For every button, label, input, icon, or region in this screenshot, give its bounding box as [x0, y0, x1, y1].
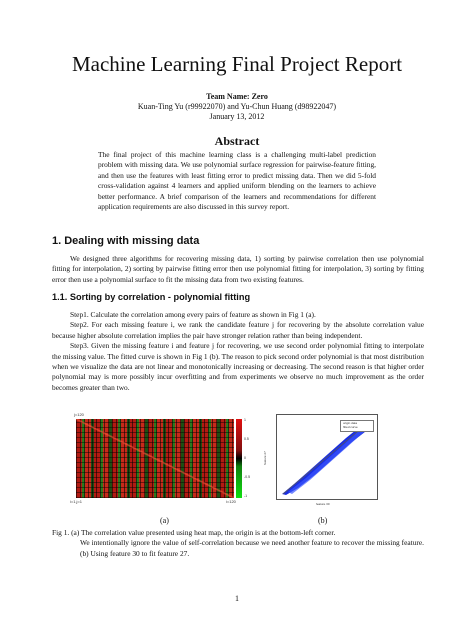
section1-heading: 1. Dealing with missing data — [52, 235, 200, 247]
team-name: Team Name: Zero — [206, 92, 268, 101]
step3-text: Step3. Given the missing feature i and feature j for recovering, we use second order polynomial fitting to interpolate the missing value. The fitted curve is shown in Fig 1 (b). The reason to pick second order polynomial is that most distribution when we visualize the data are not linear and monotonically increasing or decreasing. The second reason is that higher order polynomial may is more possibly incur overfitting and from experiments we observe no much improvement as the order becomes greater than two. — [52, 341, 424, 392]
heatmap-top-label: j=120 — [74, 412, 84, 417]
colorbar-label: 1 — [244, 418, 246, 422]
figure-label-b: (b) — [318, 516, 328, 525]
scatter-ylabel: feature 27 — [262, 451, 267, 465]
section1-paragraph: We designed three algorithms for recovering missing data, 1) sorting by pairwise correlation then use polynomial fitting for interpolation, 2) sorting by pairwise fitting error then use polynomial fitting for interpolation, 3) sorting by fitting error then use a polynomial surface to fit the missing data from two existing features. — [52, 254, 424, 284]
scatter-xlabel: feature 30 — [316, 502, 330, 506]
colorbar-label: -0.5 — [244, 475, 251, 479]
page-number: 1 — [235, 594, 239, 603]
abstract-heading: Abstract — [214, 134, 260, 148]
legend-origin-data: origin data — [343, 421, 358, 425]
step2-text: Step2. For each missing feature i, we rank the candidate feature j for recovering by the absolute correlation value because higher absolute correlation implies the pair have stronger relation rather than being independent. — [52, 320, 424, 340]
colorbar — [236, 419, 242, 498]
figure-label-a: (a) — [160, 516, 169, 525]
subsection-heading: 1.1. Sorting by correlation - polynomial fitting — [52, 292, 251, 302]
step1-text: Step1. Calculate the correlation among every pairs of feature as shown in Fig 1 (a). — [70, 310, 316, 319]
heatmap-origin-label: i=1,j=1 — [70, 499, 83, 504]
abstract-text: The final project of this machine learning class is a challenging multi-label prediction problem with missing data. We use polynomial surface regression for pairwise-feature fitting, and then use the features with least fitting error to predict missing data. Then we did 5-fold cross-validation against 4 learners and applied uniform blending on the learners to achieve better performance. A brief comparison of the learners and recommendations for different application requirements are also discussed in this survey report. — [98, 150, 376, 212]
section1-body — [52, 254, 424, 285]
fitted-curve — [283, 422, 369, 494]
caption-line1: Fig 1. (a) The correlation value presented using heat map, the origin is at the bottom-left corner. — [52, 528, 336, 537]
authors: Kuan-Ting Yu (r99922070) and Yu-Chun Huang (d98922047) — [137, 102, 337, 111]
colorbar-label: 0.5 — [244, 437, 249, 441]
heatmap-diagonal — [76, 419, 234, 498]
colorbar-label: 0 — [244, 456, 246, 460]
date: January 13, 2012 — [209, 112, 265, 121]
heatmap-right-label: i=120 — [226, 499, 236, 504]
legend-fitted-curve: fitted curve — [343, 425, 358, 429]
figure-caption — [52, 528, 424, 559]
colorbar-label: -1 — [244, 494, 248, 498]
caption-line2: We intentionally ignore the value of self-correlation because we need another feature to recover the missing feature. (b) Using feature 30 to fit feature 27. — [80, 538, 424, 558]
scatter-data-core — [288, 424, 368, 494]
subsection-body — [52, 310, 424, 393]
paper-title: Machine Learning Final Project Report — [71, 52, 403, 76]
scatter-legend — [340, 420, 374, 432]
